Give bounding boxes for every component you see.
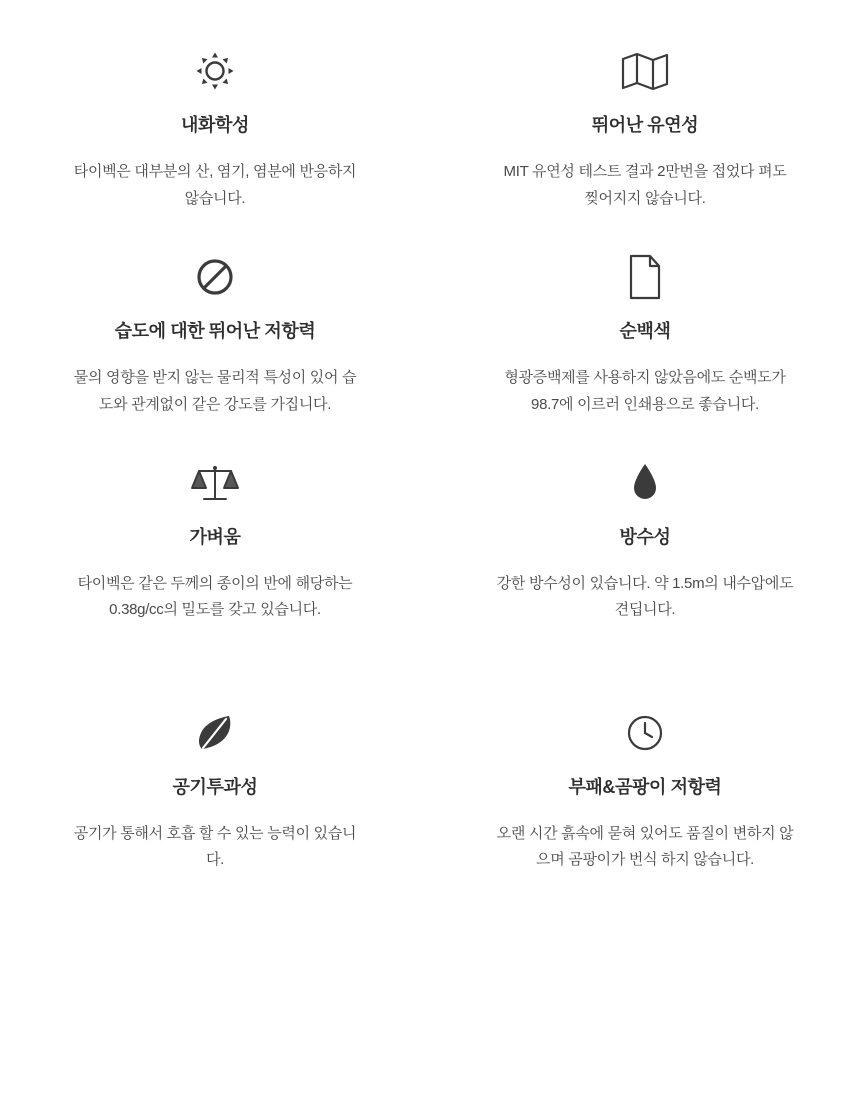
feature-card-waterproof xyxy=(430,442,860,648)
sun-icon xyxy=(192,44,238,98)
feature-title: 습도에 대한 뛰어난 저항력 xyxy=(114,320,316,341)
feature-description: 물의 영향을 받지 않는 물리적 특성이 있어 습도와 관계없이 같은 강도를 가집니다. xyxy=(73,369,357,413)
feature-card-pure-white xyxy=(430,236,860,442)
feature-title: 가벼움 xyxy=(189,526,241,547)
feature-description: 타이벡은 대부분의 산, 염기, 염분에 반응하지 않습니다. xyxy=(73,163,357,207)
feature-card-chemical-resistance xyxy=(0,26,430,236)
feature-card-mold-resistance xyxy=(430,648,860,898)
feature-description: 오랜 시간 흙속에 묻혀 있어도 품질이 변하지 않으며 곰팡이가 번식 하지 않습니다. xyxy=(496,825,794,869)
feature-card-air-permeability xyxy=(0,648,430,898)
feature-description: 공기가 통해서 호흡 할 수 있는 능력이 있습니다. xyxy=(73,825,357,869)
feature-title: 내화학성 xyxy=(181,115,249,135)
feature-title: 순백색 xyxy=(619,320,671,341)
feature-description: 형광증백제를 사용하지 않았음에도 순백도가 98.7에 이르러 인쇄용으로 좋습니다. xyxy=(504,369,786,413)
feature-card-lightweight xyxy=(0,442,430,648)
feature-card-humidity-resistance xyxy=(0,236,430,442)
feature-title: 공기투과성 xyxy=(172,776,258,797)
feature-description: MIT 유연성 테스트 결과 2만번을 접었다 펴도 찢어지지 않습니다. xyxy=(503,163,787,207)
feature-title: 부패&곰팡이 저항력 xyxy=(568,776,722,797)
document-page-icon xyxy=(626,250,664,304)
balance-scale-icon xyxy=(190,456,240,510)
clock-icon xyxy=(626,706,664,760)
leaf-icon xyxy=(193,706,237,760)
feature-description: 타이벡은 같은 두께의 종이의 반에 해당하는 0.38g/cc의 밀도를 갖고 있습니다. xyxy=(77,575,353,619)
feature-title: 방수성 xyxy=(619,526,671,547)
water-drop-icon xyxy=(630,456,660,510)
feature-description: 강한 방수성이 있습니다. 약 1.5m의 내수압에도 견딥니다. xyxy=(496,575,794,619)
no-entry-icon xyxy=(193,250,237,304)
feature-title: 뛰어난 유연성 xyxy=(591,115,699,135)
feature-card-flexibility xyxy=(430,26,860,236)
map-icon xyxy=(619,44,671,98)
